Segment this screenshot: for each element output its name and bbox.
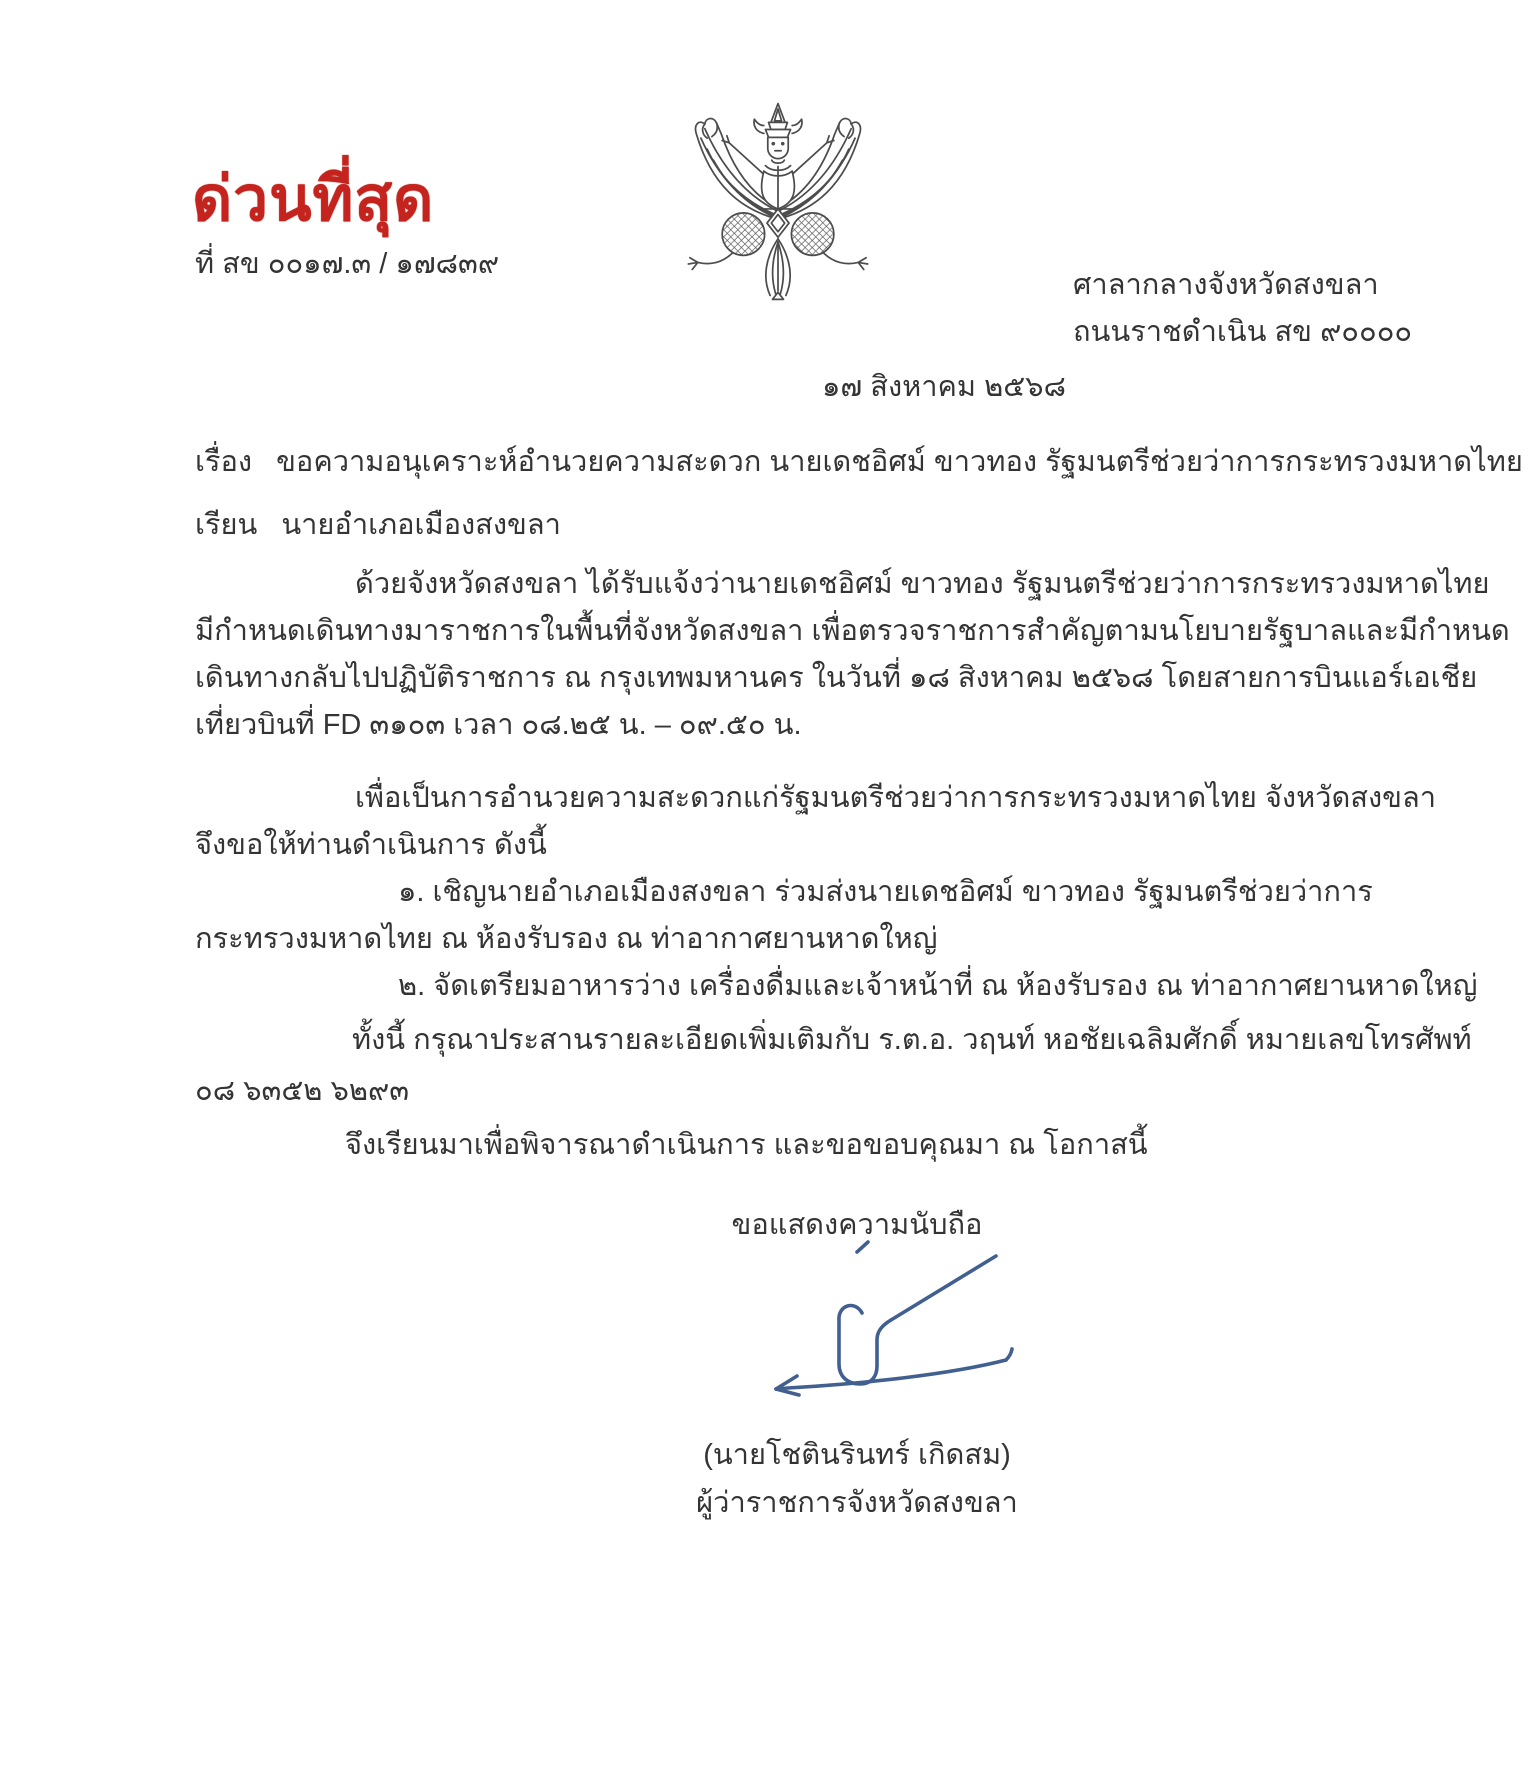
recipient-label: เรียน — [195, 509, 258, 541]
subject-text: ขอความอนุเคราะห์อำนวยความสะดวก นายเดชอิศม์ ขาวทอง รัฐมนตรีช่วยว่าการกระทรวงมหาดไทย — [276, 446, 1523, 478]
list-item-1: ๑. เชิญนายอำเภอเมืองสงขลา ร่วมส่งนายเดชอิศม์ ขาวทอง รัฐมนตรีช่วยว่าการ — [398, 876, 1373, 908]
letter-line: ทั้งนี้ กรุณาประสานรายละเอียดเพิ่มเติมกับ ร.ต.อ. วฤนท์ หอชัยเฉลิมศักดิ์ หมายเลขโทรศัพท์ — [352, 1024, 1472, 1056]
signer-name: (นายโชตินรินทร์ เกิดสม) — [703, 1439, 1011, 1471]
subject-label: เรื่อง — [195, 446, 253, 478]
letter-line: เพื่อเป็นการอำนวยความสะดวกแก่รัฐมนตรีช่วยว่าการกระทรวงมหาดไทย จังหวัดสงขลา — [355, 782, 1437, 814]
signoff-line: ขอแสดงความนับถือ — [731, 1209, 983, 1241]
recipient-text: นายอำเภอเมืองสงขลา — [281, 509, 561, 541]
garuda-emblem — [660, 80, 896, 330]
letter-line: เที่ยวบินที่ FD ๓๑๐๓ เวลา ๐๘.๒๕ น. – ๐๙.๕๐ น. — [195, 709, 802, 741]
contact-phone-number: ๐๘ ๖๓๕๒ ๖๒๙๓ — [195, 1075, 410, 1107]
signer-title: ผู้ว่าราชการจังหวัดสงขลา — [696, 1487, 1018, 1519]
letter-line: มีกำหนดเดินทางมาราชการในพื้นที่จังหวัดสงขลา เพื่อตรวจราชการสำคัญตามนโยบายรัฐบาลและมีกำหนด — [195, 615, 1510, 647]
letter-date: ๑๗ สิงหาคม ๒๕๖๘ — [822, 371, 1066, 403]
letter-line: จึงขอให้ท่านดำเนินการ ดังนี้ — [195, 829, 547, 861]
urgency-stamp: ด่วนที่สุด — [192, 165, 435, 234]
closing-line: จึงเรียนมาเพื่อพิจารณาดำเนินการ และขอขอบคุณมา ณ โอกาสนี้ — [345, 1129, 1148, 1161]
letter-line: เดินทางกลับไปปฏิบัติราชการ ณ กรุงเทพมหานคร ในวันที่ ๑๘ สิงหาคม ๒๕๖๘ โดยสายการบินแอร์เอเชีย — [195, 662, 1478, 694]
list-item-1-continued: กระทรวงมหาดไทย ณ ห้องรับรอง ณ ท่าอากาศยานหาดใหญ่ — [195, 923, 938, 955]
recipient-line — [195, 508, 561, 543]
sender-address-line2: ถนนราชดำเนิน สข ๙๐๐๐๐ — [1073, 316, 1413, 348]
list-item-2: ๒. จัดเตรียมอาหารว่าง เครื่องดื่มและเจ้าหน้าที่ ณ ห้องรับรอง ณ ท่าอากาศยานหาดใหญ่ — [398, 970, 1478, 1002]
sender-address-line1: ศาลากลางจังหวัดสงขลา — [1073, 269, 1379, 301]
subject-line — [195, 445, 1523, 480]
signature-ink — [652, 1236, 1062, 1411]
letter-line: ด้วยจังหวัดสงขลา ได้รับแจ้งว่านายเดชอิศม์ ขาวทอง รัฐมนตรีช่วยว่าการกระทรวงมหาดไทย — [355, 568, 1490, 600]
document-number: ที่ สข ๐๐๑๗.๓ / ๑๗๘๓๙ — [195, 248, 500, 280]
